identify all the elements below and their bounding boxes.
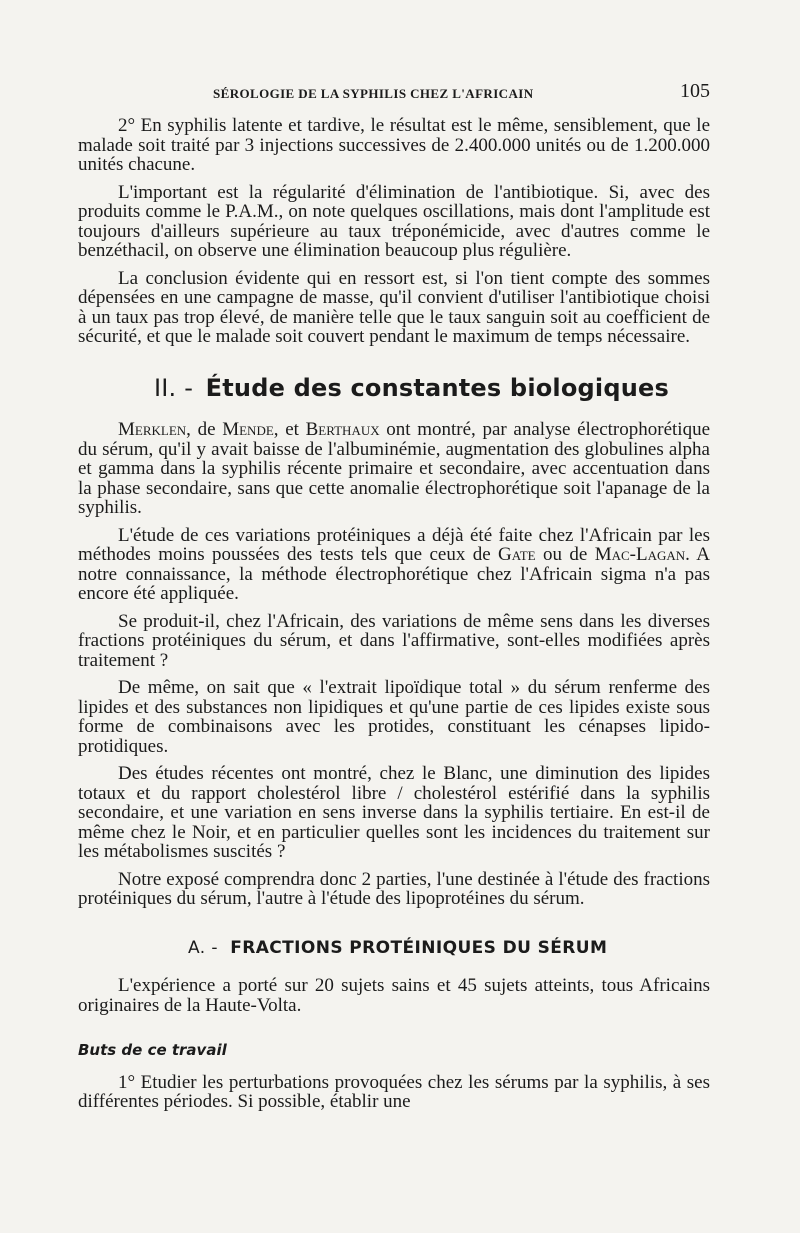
page-header [78, 80, 710, 106]
section-number: II. - [154, 373, 194, 402]
page-body [78, 116, 710, 1120]
paragraph: L'expérience a porté sur 20 sujets sains et 45 sujets atteints, tous Africains originaires de la Haute-Volta. [78, 975, 710, 1016]
author-name: Mac-Lagan [594, 544, 686, 565]
text-run: . A notre connaissance, la méthode électrophorétique chez l'Africain sigma n'a pas encore été appliquée. [78, 544, 710, 604]
author-name: Merklen [118, 419, 187, 440]
minor-heading: Buts de ce travail [78, 1041, 227, 1059]
paragraph: Se produit-il, chez l'Africain, des variations de même sens dans les diverses fractions protéiniques du sérum, et dans l'affirmative, sont-elles modifiées après traitement ? [78, 610, 710, 671]
paragraph: Notre exposé comprendra donc 2 parties, l'une destinée à l'étude des fractions protéiniques du sérum, l'autre à l'étude des lipoprotéines du sérum. [78, 868, 710, 909]
text-run: L'étude de ces variations protéiniques a déjà été faite chez l'Africain par les méthodes moins poussées des tests tels que ceux de [78, 524, 710, 565]
page-number: 105 [680, 80, 710, 102]
text-run: ou de [535, 544, 595, 565]
section-heading [154, 373, 710, 402]
author-name: Gate [498, 544, 536, 565]
paragraph [78, 420, 710, 518]
text-run: , de [186, 419, 223, 440]
subsection-number: A. - [188, 937, 218, 958]
text-run: , et [273, 419, 306, 440]
author-name: Berthaux [305, 419, 380, 440]
text-run: ont montré, par analyse électrophorétique du sérum, qu'il y avait baisse de l'albuminémie, augmentation des globulines alpha et gamma dans la syphilis récente primaire et secondaire, avec accentuation dans la phase secondaire, sans que cette anomalie électrophorétique soit l'apanage de la syphilis. [78, 419, 711, 518]
paragraph: La conclusion évidente qui en ressort est, si l'on tient compte des sommes dépensées en une campagne de masse, qu'il convient d'utiliser l'antibiotique choisi à un taux pas trop élevé, de manière telle que le taux sanguin soit au coefficient de sécurité, et que le malade soit couvert pendant le maximum de temps nécessaire. [78, 267, 710, 347]
author-name: Mende [222, 419, 274, 440]
subsection-title: FRACTIONS PROTÉINIQUES DU SÉRUM [230, 937, 608, 958]
paragraph: L'important est la régularité d'élimination de l'antibiotique. Si, avec des produits comme le P.A.M., on note quelques oscillations, mais dont l'amplitude est toujours d'ailleurs supérieure au taux tréponémicide, avec d'autres comme le benzéthacil, on observe une élimination beaucoup plus régulière. [78, 181, 710, 261]
running-title: SÉROLOGIE DE LA SYPHILIS CHEZ L'AFRICAIN [213, 86, 534, 101]
paragraph [78, 526, 710, 604]
section-title: Étude des constantes biologiques [205, 373, 669, 402]
paragraph: 2° En syphilis latente et tardive, le résultat est le même, sensiblement, que le malade soit traité par 3 injections successives de 2.400.000 unités ou de 1.200.000 unités chacune. [78, 115, 710, 175]
paragraph: Des études récentes ont montré, chez le Blanc, une diminution des lipides totaux et du rapport cholestérol libre / cholestérol estérifié dans la syphilis secondaire, et une variation en sens inverse dans la syphilis tertiaire. En est-il de même chez le Noir, et en particulier quelles sont les incidences du traitement sur les métabolismes suscités ? [78, 763, 710, 862]
subsection-heading [188, 939, 710, 959]
paragraph: 1° Etudier les perturbations provoquées chez les sérums par la syphilis, à ses différentes périodes. Si possible, établir une [78, 1071, 710, 1112]
paragraph: De même, on sait que « l'extrait lipoïdique total » du sérum renferme des lipides et des substances non lipidiques et qu'une partie de ces lipides existe sous forme de combinaisons avec les protides, constituant les cénapses lipido-protidiques. [78, 677, 710, 757]
